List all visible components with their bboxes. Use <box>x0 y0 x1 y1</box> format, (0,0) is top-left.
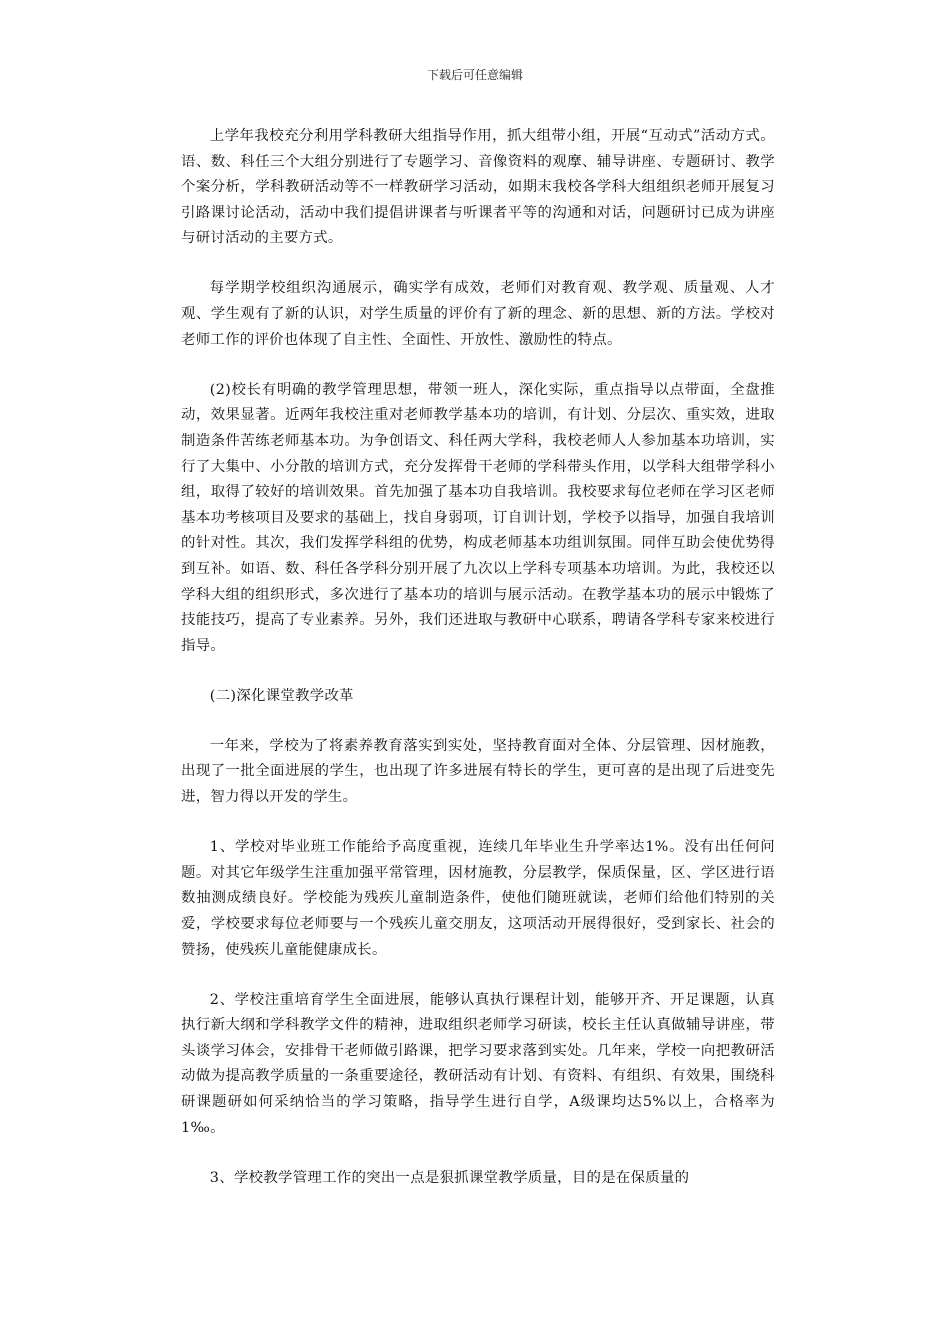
paragraph-item-1-graduating-class: 1、学校对毕业班工作能给予高度重视，连续几年毕业生升学率达1%。没有出任何问题。对其它年级学生注重加强平常管理，因材施教，分层教学，保质保量，区、学区进行语数抽测成绩良好。学校能为残疾儿童制造条件，使他们随班就读，老师们给他们特别的关爱，学校要求每位老师要与一个残疾儿童交朋友，这项活动开展得很好，受到家长、社会的赞扬，使残疾儿童能健康成长。 <box>181 839 775 958</box>
paragraph-quality-education: 一年来，学校为了将素养教育落实到实处，坚持教育面对全体、分层管理、因材施教，出现了一批全面进展的学生，也出现了许多进展有特长的学生，更可喜的是出现了后进变先进，智力得以开发的学生。 <box>181 737 775 806</box>
paragraph-exchange-showcase: 每学期学校组织沟通展示，确实学有成效，老师们对教育观、教学观、质量观、人才观、学生观有了新的认识，对学生质量的评价有了新的理念、新的思想、新的方法。学校对老师工作的评价也体现了自主性、全面性、开放性、激励性的特点。 <box>181 280 775 348</box>
section-heading-classroom-reform: (二)深化课堂教学改革 <box>209 687 354 704</box>
page-header-note: 下载后可任意编辑 <box>426 68 523 82</box>
paragraph-item-2-all-round-development: 2、学校注重培育学生全面进展，能够认真执行课程计划，能够开齐、开足课题，认真执行新大纲和学科教学文件的精神，进取组织老师学习研读，校长主任认真做辅导讲座，带头谈学习体会，安排骨干老师做引路课，把学习要求落到实处。几年来，学校一向把教研活动做为提高教学质量的一条重要途径，教研活动有计划、有资料、有组织、有效果，围绕科研课题研如何采纳恰当的学习策略，指导学生进行自学，A级课均达5%以上，合格率为1‰。 <box>181 991 775 1136</box>
paragraph-teaching-research-groups: 上学年我校充分利用学科教研大组指导作用，抓大组带小组，开展“互动式”活动方式。语、数、科任三个大组分别进行了专题学习、音像资料的观摩、辅导讲座、专题研讨、教学个案分析，学科教研活动等不一样教研学习活动，如期末我校各学科大组组织老师开展复习引路课讨论活动，活动中我们提倡讲课者与听课者平等的沟通和对话，问题研讨已成为讲座与研讨活动的主要方式。 <box>181 128 775 247</box>
paragraph-principal-management: (2)校长有明确的教学管理思想，带领一班人，深化实际，重点指导以点带面，全盘推动，效果显著。近两年我校注重对老师教学基本功的培训，有计划、分层次、重实效，进取制造条件苦练老师基本功。为争创语文、科任两大学科，我校老师人人参加基本功培训，实行了大集中、小分散的培训方式，充分发挥骨干老师的学科带头作用，以学科大组带学科小组，取得了较好的培训效果。首先加强了基本功自我培训。我校要求每位老师在学习区老师基本功考核项目及要求的基础上，找自身弱项，订自训计划，学校予以指导，加强自我培训的针对性。其次，我们发挥学科组的优势，构成老师基本功组训氛围。同伴互助会使优势得到互补。如语、数、科任各学科分别开展了九次以上学科专项基本功培训。为此，我校还以学科大组的组织形式，多次进行了基本功的培训与展示活动。在教学基本功的展示中锻炼了技能技巧，提高了专业素养。另外，我们还进取与教研中心联系，聘请各学科专家来校进行指导。 <box>181 381 775 654</box>
paragraph-item-3-classroom-quality: 3、学校教学管理工作的突出一点是狠抓课堂教学质量，目的是在保质量的 <box>209 1169 690 1186</box>
document-body <box>181 124 775 1191</box>
